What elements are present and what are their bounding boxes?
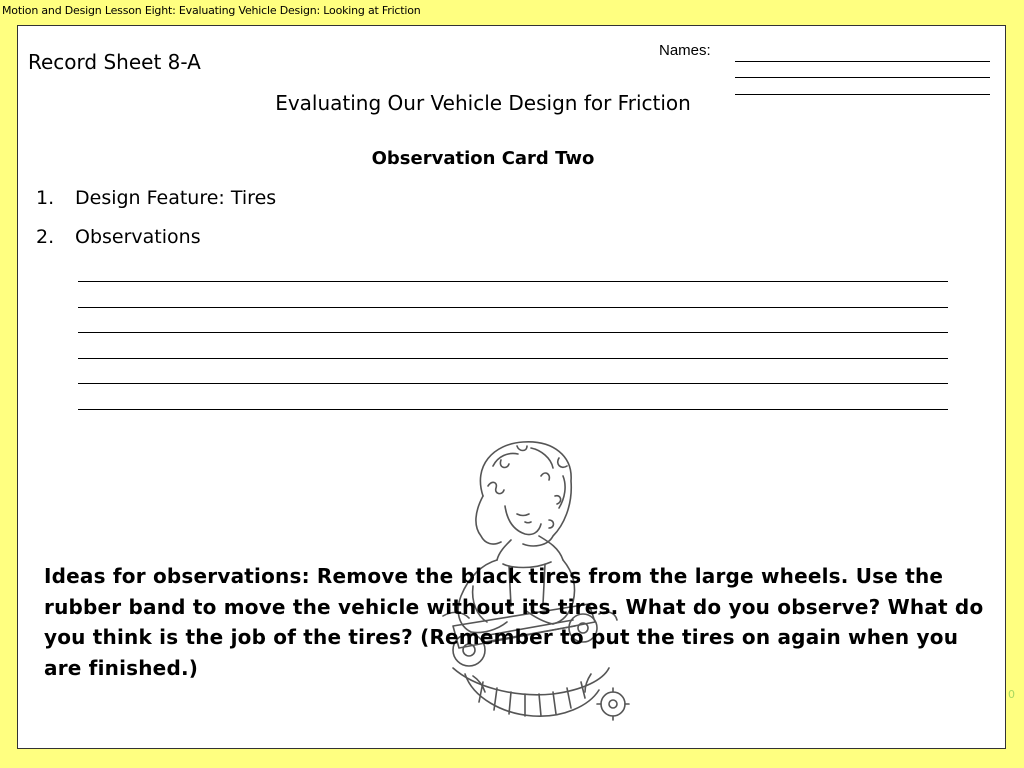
page-number: 0 <box>1008 688 1015 701</box>
name-line[interactable] <box>735 77 990 78</box>
observation-line[interactable] <box>78 332 948 333</box>
observation-line[interactable] <box>78 383 948 384</box>
item-number: 1. <box>36 187 55 209</box>
item-text: Observations <box>75 226 201 248</box>
item-observations <box>36 226 201 248</box>
item-text: Design Feature: Tires <box>75 187 277 209</box>
record-sheet-id: Record Sheet 8-A <box>28 50 201 74</box>
names-label: Names: <box>659 42 711 59</box>
record-sheet <box>17 25 1006 749</box>
card-subtitle: Observation Card Two <box>371 148 595 169</box>
sheet-title: Evaluating Our Vehicle Design for Friction <box>275 91 691 115</box>
item-design-feature <box>36 187 276 209</box>
observation-line[interactable] <box>78 409 948 410</box>
observation-line[interactable] <box>78 281 948 282</box>
lesson-header: Motion and Design Lesson Eight: Evaluating Vehicle Design: Looking at Friction <box>2 4 421 17</box>
name-line[interactable] <box>735 61 990 62</box>
observation-line[interactable] <box>78 307 948 308</box>
observation-ideas: Ideas for observations: Remove the black tires from the large wheels. Use the rubber band to move the vehicle without its tires. What do you observe? What do you think is the job of the tires? (Remember to put the tires on again when you are finished.) <box>44 564 984 680</box>
observation-line[interactable] <box>78 358 948 359</box>
item-number: 2. <box>36 226 55 248</box>
